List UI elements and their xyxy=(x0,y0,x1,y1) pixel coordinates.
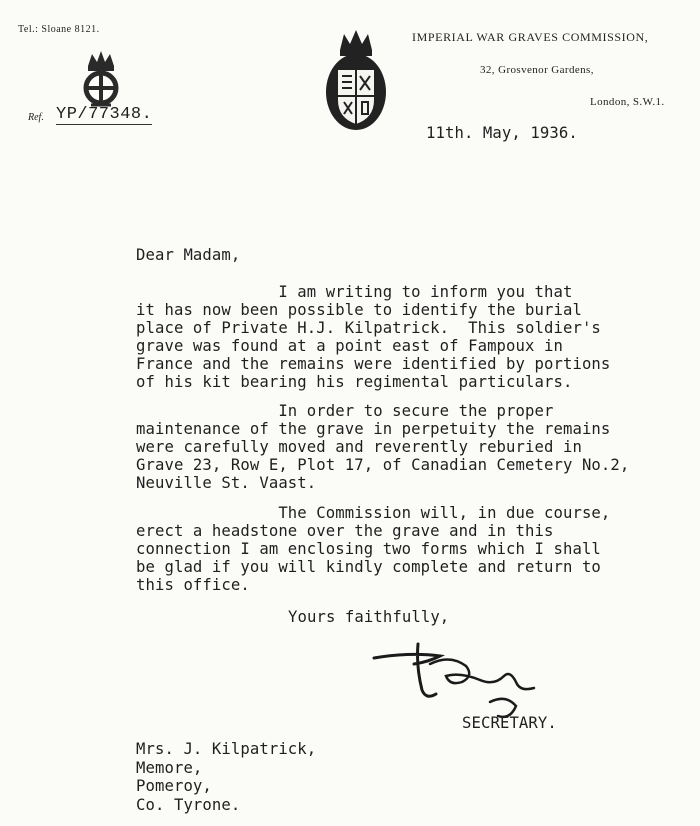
paragraph-reburial: In order to secure the proper maintenance of the grave in perpetuity the remains were carefully moved and reverently reburied in Grave 23, Row E, Plot 17, of Canadian Cemetery No.2, Neuville St. Vaast. xyxy=(136,402,630,492)
paragraph-identification: I am writing to inform you that it has now been possible to identify the burial place of Private H.J. Kilpatrick. This soldier's grave was found at a point east of Fampoux in France and the remains were identified by portions of his kit bearing his regimental particulars. xyxy=(136,283,611,391)
closing: Yours faithfully, xyxy=(288,608,450,626)
royal-coat-of-arms-icon xyxy=(322,26,390,136)
letter-date: 11th. May, 1936. xyxy=(426,124,578,142)
addressee-block: Mrs. J. Kilpatrick, Memore, Pomeroy, Co. Tyrone. xyxy=(136,740,317,814)
reference-number: YP/77348. xyxy=(56,105,153,124)
organization-name: IMPERIAL WAR GRAVES COMMISSION, xyxy=(412,30,649,44)
telephone-number: Tel.: Sloane 8121. xyxy=(18,24,100,35)
handwritten-signature xyxy=(370,636,550,726)
reference-label: Ref. xyxy=(28,112,44,123)
paragraph-headstone: The Commission will, in due course, erect a headstone over the grave and in this connection I am enclosing two forms which I shall be glad if you will kindly complete and return to this office. xyxy=(136,504,611,594)
salutation: Dear Madam, xyxy=(136,246,241,264)
small-crown-emblem-icon xyxy=(74,48,128,112)
address-city: London, S.W.1. xyxy=(590,96,665,108)
address-street: 32, Grosvenor Gardens, xyxy=(480,64,594,76)
signatory-title: SECRETARY. xyxy=(462,714,557,732)
